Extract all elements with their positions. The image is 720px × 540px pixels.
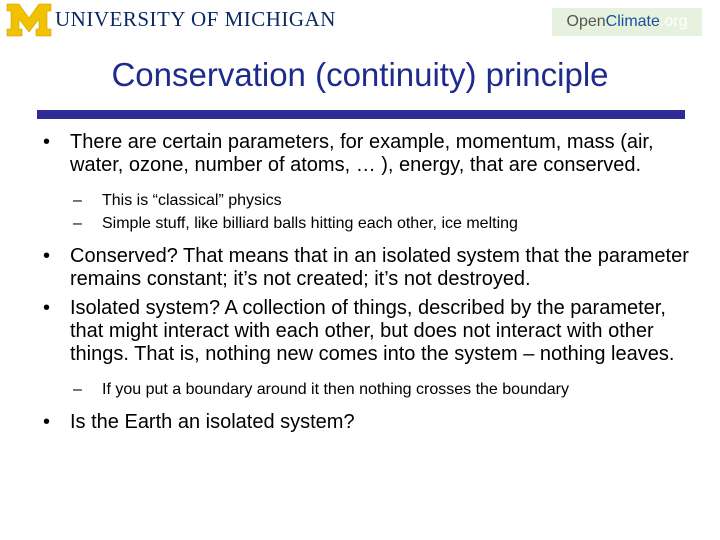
bullet-symbol: •: [43, 131, 51, 153]
bullet-item: [43, 411, 690, 434]
bullet-text: There are certain parameters, for example, momentum, mass (air, water, ozone, number of atoms, … ), energy, that are conserved.: [70, 131, 654, 176]
openclimate-logo: [552, 8, 702, 36]
sub-bullet-item: [73, 380, 662, 399]
openclimate-org: .org: [659, 13, 688, 30]
sub-bullet-text: This is “classical” physics: [102, 192, 282, 209]
bullet-text: Isolated system? A collection of things, described by the parameter, that might interact with each other, but does not interact with other things. That is, nothing new comes into the system – nothing leaves.: [70, 297, 675, 365]
bullet-text: Conserved? That means that in an isolated system that the parameter remains constant; it’s not created; it’s not destroyed.: [70, 245, 689, 290]
title-divider: [37, 110, 685, 119]
openclimate-open: Open: [566, 13, 606, 30]
sub-bullet-item: [73, 191, 662, 210]
sub-bullet-item: [73, 214, 662, 233]
sub-bullet-symbol: –: [73, 192, 82, 209]
university-wordmark: [55, 7, 336, 32]
bullet-item: [43, 245, 690, 291]
bullet-symbol: •: [43, 411, 51, 433]
bullet-symbol: •: [43, 297, 51, 319]
openclimate-climate: Climate: [605, 13, 660, 30]
bullet-item: [43, 297, 690, 366]
university-wordmark-prefix: UNIVERSITY OF: [55, 7, 219, 31]
sub-bullet-text: Simple stuff, like billiard balls hitting each other, ice melting: [102, 215, 518, 232]
bullet-item: [43, 131, 690, 177]
bullet-text: Is the Earth an isolated system?: [70, 411, 355, 433]
sub-bullet-symbol: –: [73, 215, 82, 232]
slide-title: Conservation (continuity) principle: [111, 56, 609, 93]
sub-bullet-text: If you put a boundary around it then nothing crosses the boundary: [102, 381, 569, 398]
slide-header: [0, 0, 720, 45]
bullet-symbol: •: [43, 245, 51, 267]
sub-bullet-symbol: –: [73, 381, 82, 398]
university-wordmark-name: MICHIGAN: [224, 7, 336, 31]
block-m-icon: [6, 3, 52, 37]
slide-content: [0, 125, 720, 434]
university-m-logo: [6, 2, 52, 38]
